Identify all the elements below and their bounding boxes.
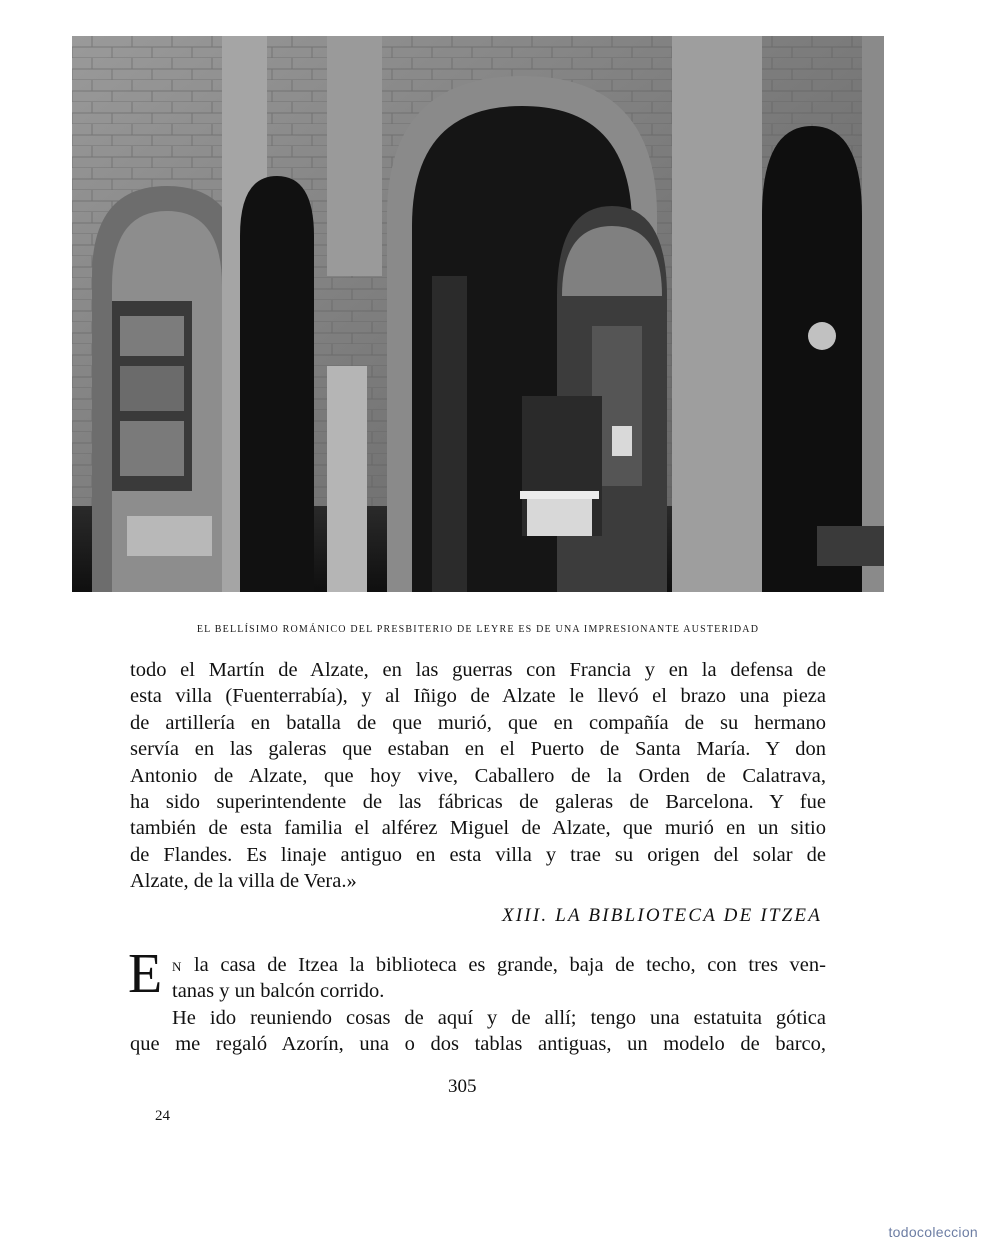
body-line: Alzate, de la villa de Vera.» <box>130 870 357 893</box>
body-line: Antonio de Alzate, que hoy vive, Caballero de la Orden de Calatrava, <box>130 764 826 787</box>
body-line-text: la casa de Itzea la biblioteca es grande, baja de techo, con tres ven- <box>182 954 826 976</box>
body-line <box>130 952 826 978</box>
watermark: todocoleccion <box>888 1224 978 1240</box>
body-line: todo el Martín de Alzate, en las guerras con Francia y en la defensa de <box>130 659 826 681</box>
body-line: He ido reuniendo cosas de aquí y de allí; tengo una estatuita gótica <box>172 1006 826 1029</box>
section-paragraph <box>130 952 826 1058</box>
photo-caption: EL BELLÍSIMO ROMÁNICO DEL PRESBITERIO DE LEYRE ES DE UNA IMPRESIONANTE AUSTERIDAD <box>196 624 760 635</box>
church-interior-illustration <box>72 36 884 592</box>
body-line: de Flandes. Es linaje antiguo en esta villa y trae su origen del solar de <box>130 843 826 866</box>
drop-cap: E <box>128 943 163 1005</box>
section-heading: XIII. LA BIBLIOTECA DE ITZEA <box>501 905 822 926</box>
body-line: también de esta familia el alférez Miguel de Alzate, que murió en un sitio <box>130 817 826 840</box>
body-paragraph <box>130 657 826 895</box>
page-number: 305 <box>448 1076 477 1097</box>
body-line: ha sido superintendente de las fábricas de galeras de Barcelona. Y fue <box>130 790 826 813</box>
body-line: servía en las galeras que estaban en el Puerto de Santa María. Y don <box>130 738 826 761</box>
body-line: esta villa (Fuenterrabía), y al Iñigo de Alzate le llevó el brazo una pieza <box>130 685 826 708</box>
body-line: de artillería en batalla de que murió, que en compañía de su hermano <box>130 711 826 734</box>
body-line: que me regaló Azorín, una o dos tablas antiguas, un modelo de barco, <box>130 1033 826 1056</box>
drop-cap-lead: N <box>172 959 183 974</box>
body-line: tanas y un balcón corrido. <box>172 980 385 1003</box>
signature-mark: 24 <box>155 1108 170 1124</box>
church-interior-photo <box>72 36 884 592</box>
